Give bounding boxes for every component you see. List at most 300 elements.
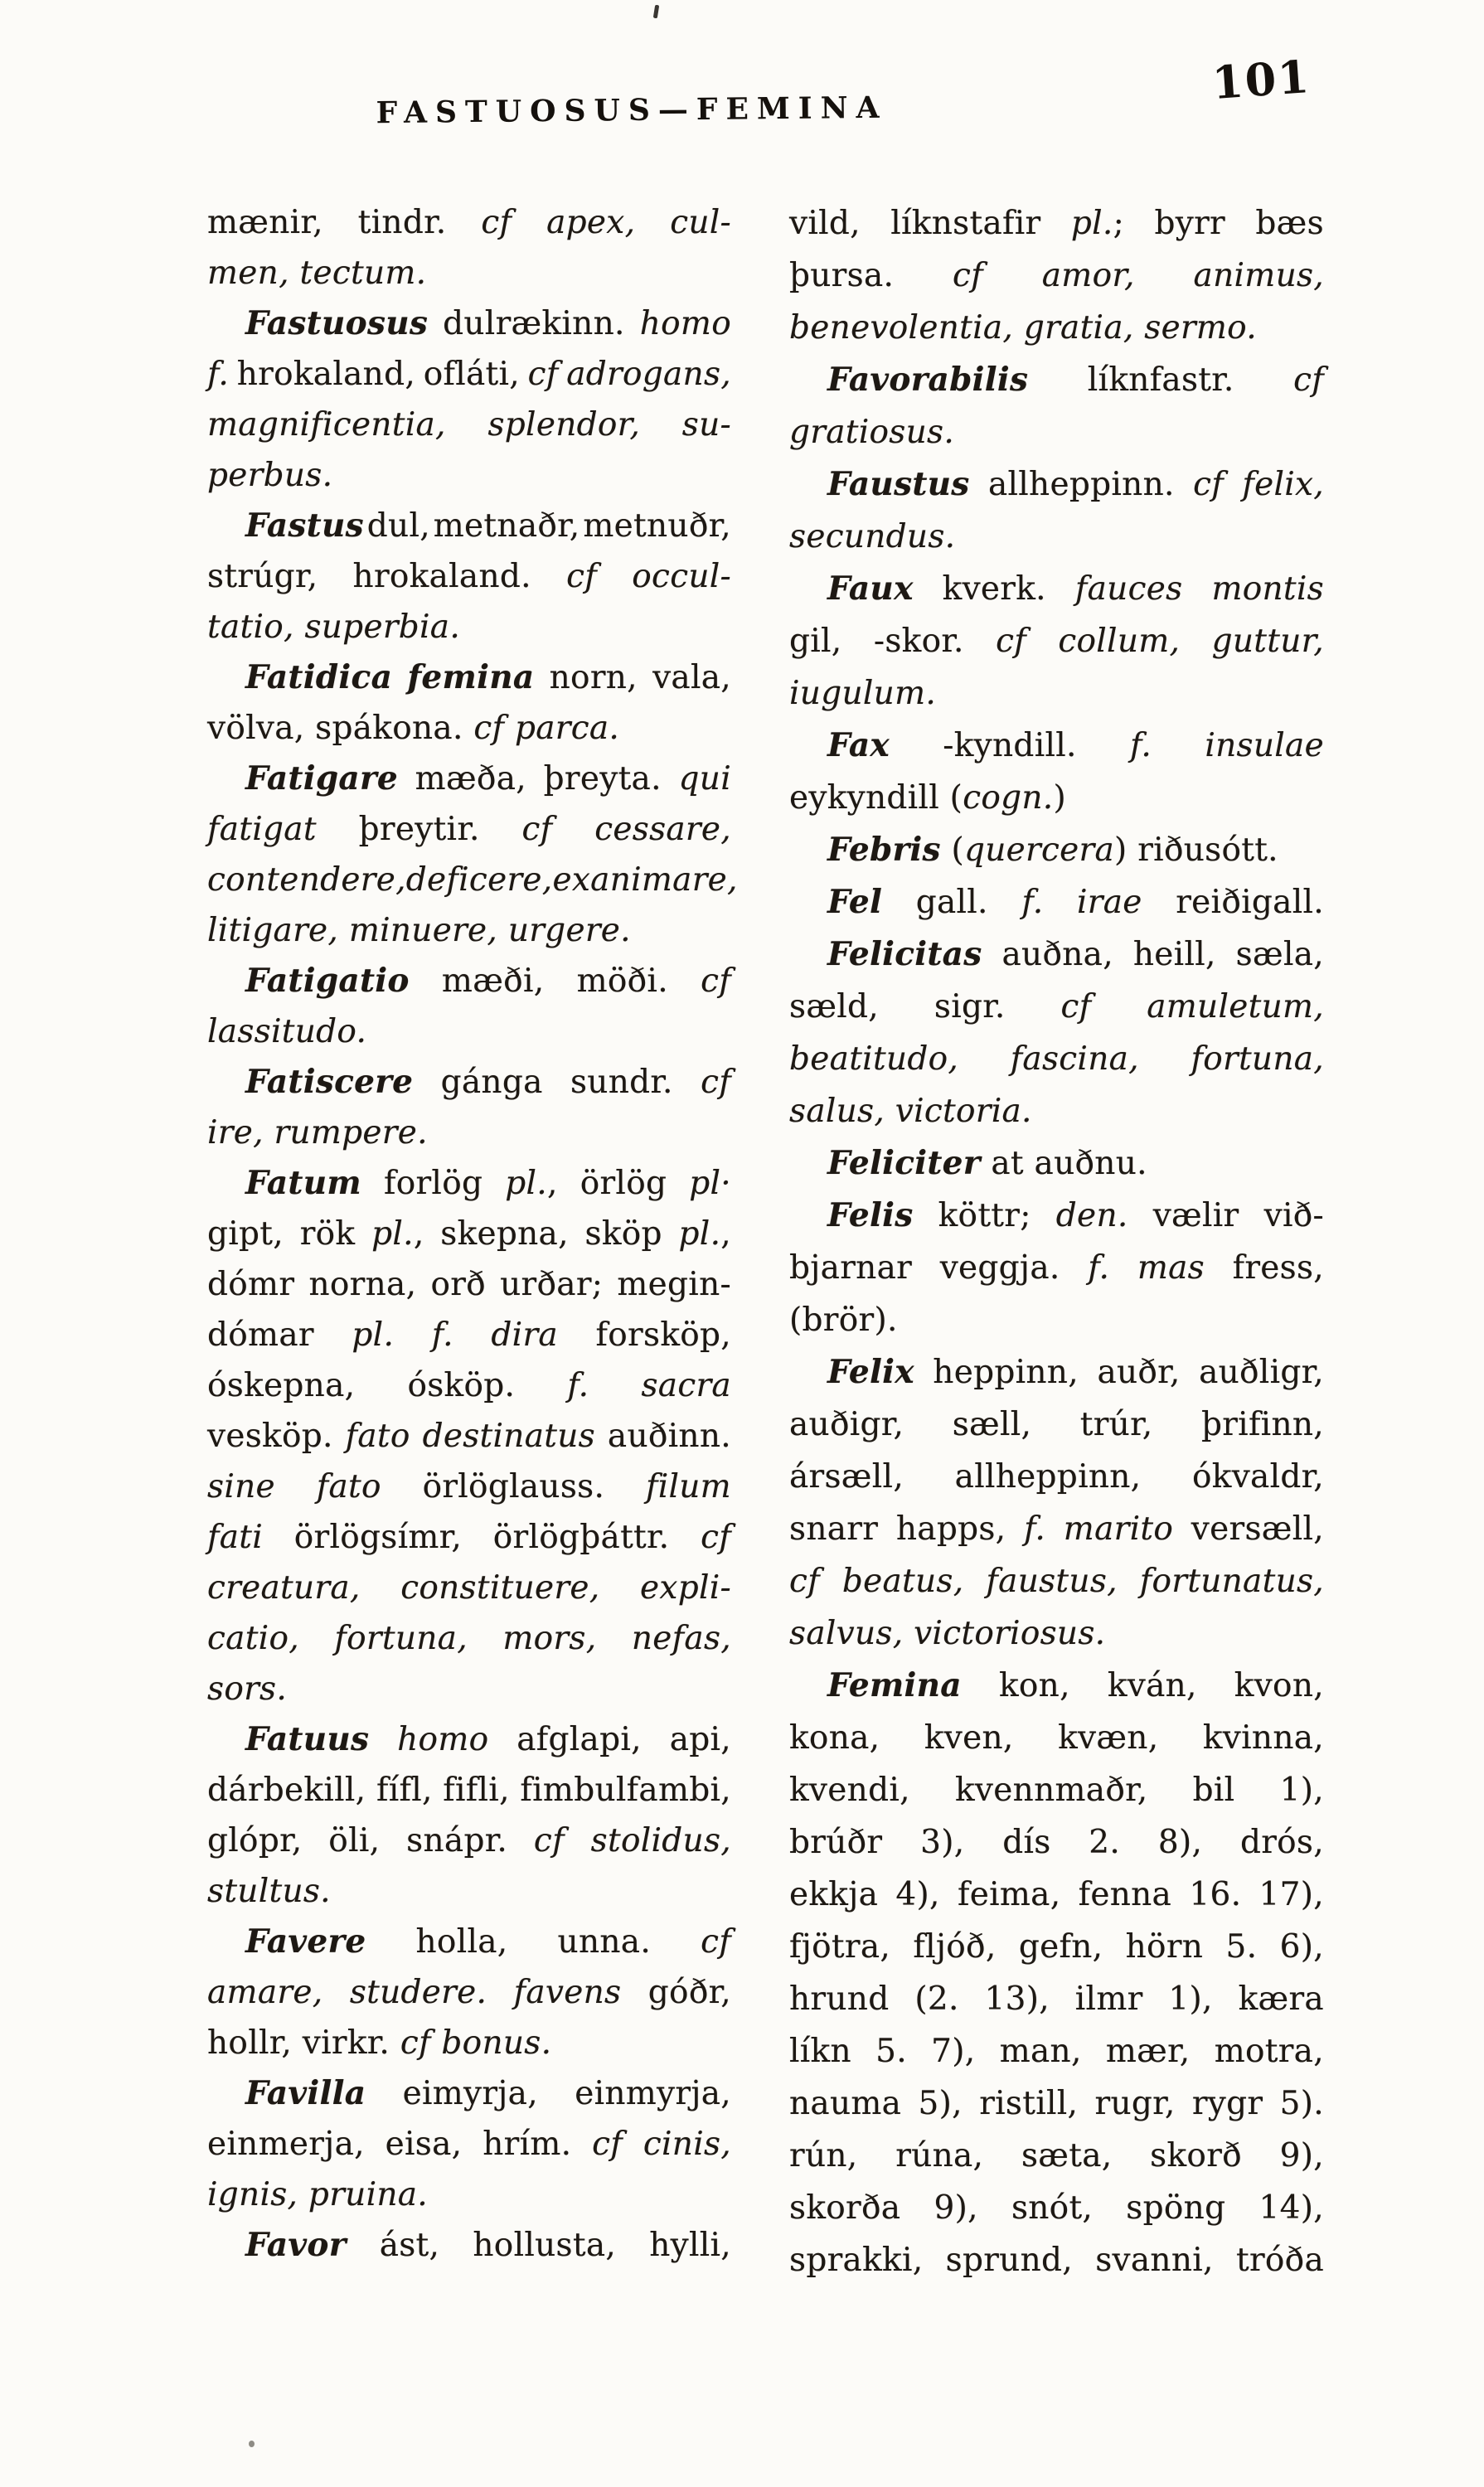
word: trúr, bbox=[1079, 1406, 1153, 1443]
word: fress, bbox=[1232, 1249, 1324, 1287]
word: f. bbox=[1021, 884, 1044, 921]
word: 16. bbox=[1189, 1876, 1242, 1913]
word: f. bbox=[207, 356, 230, 393]
text-line bbox=[207, 754, 731, 804]
text-line bbox=[789, 302, 1324, 354]
text-segment: Febris bbox=[827, 831, 941, 869]
text-line bbox=[789, 1033, 1324, 1085]
word: 1), bbox=[1168, 1980, 1213, 2018]
text-line bbox=[207, 2119, 731, 2169]
word: glópr, bbox=[207, 1822, 303, 1859]
word: apex, bbox=[546, 204, 636, 241]
word: motra, bbox=[1214, 2033, 1324, 2070]
text-segment: Feliciter bbox=[827, 1144, 981, 1182]
word: pl., bbox=[371, 1215, 424, 1253]
word: -kyndill. bbox=[943, 727, 1077, 764]
right-text-column bbox=[789, 197, 1324, 2286]
word: byrr bbox=[1154, 205, 1225, 242]
text-segment: ) bbox=[1053, 779, 1067, 817]
word: líkn bbox=[789, 2033, 851, 2070]
text-segment: ) riðusótt. bbox=[1114, 831, 1278, 869]
word: vild, bbox=[789, 205, 861, 242]
text-line bbox=[789, 1085, 1324, 1137]
text-line bbox=[789, 197, 1324, 250]
word: cf bbox=[592, 2126, 623, 2163]
word: dís bbox=[1002, 1824, 1051, 1861]
word: kona, bbox=[789, 1719, 880, 1757]
word: dul, bbox=[366, 507, 430, 545]
text-segment: at auðnu. bbox=[980, 1145, 1147, 1182]
word: þrifinn, bbox=[1200, 1406, 1324, 1443]
word: cinis, bbox=[643, 2126, 731, 2163]
word: cf bbox=[521, 811, 553, 848]
text-segment: ( bbox=[940, 831, 964, 869]
word: ósköp. bbox=[407, 1367, 516, 1404]
text-line bbox=[207, 2068, 731, 2119]
word: mær, bbox=[1105, 2033, 1191, 2070]
word: studere. bbox=[349, 1974, 487, 2011]
word: Favere bbox=[245, 1922, 366, 1961]
text-line bbox=[789, 1764, 1324, 1816]
word: rúna, bbox=[895, 2137, 984, 2174]
text-line bbox=[789, 1399, 1324, 1451]
word: ást, bbox=[379, 2227, 440, 2264]
word: kæra bbox=[1238, 1980, 1324, 2018]
word: fenna bbox=[1078, 1876, 1172, 1913]
word: ofláti, bbox=[423, 356, 520, 393]
word: Fatigatio bbox=[245, 962, 410, 1000]
word: felix, bbox=[1242, 466, 1324, 503]
word: sine bbox=[207, 1468, 275, 1505]
text-line bbox=[789, 563, 1324, 615]
word: filum bbox=[645, 1468, 731, 1505]
word: fortuna, bbox=[1191, 1040, 1324, 1078]
text-line bbox=[207, 1259, 731, 1310]
word: dómar bbox=[207, 1316, 314, 1354]
text-line bbox=[789, 1555, 1324, 1607]
word: drós, bbox=[1239, 1824, 1324, 1861]
word: bil bbox=[1192, 1772, 1235, 1809]
word: örlögsímr, bbox=[293, 1519, 463, 1556]
word: 2. bbox=[1089, 1824, 1121, 1861]
text-segment: gratiosus. bbox=[789, 414, 955, 451]
word: rök bbox=[299, 1215, 356, 1253]
word: hrokaland. bbox=[352, 558, 531, 595]
word: insulae bbox=[1205, 727, 1324, 764]
text-line bbox=[789, 2077, 1324, 2130]
text-line bbox=[207, 1462, 731, 1512]
word: Fatuus bbox=[245, 1720, 370, 1758]
word: Fatigare bbox=[245, 759, 398, 797]
text-segment: men, tectum. bbox=[207, 255, 427, 292]
text-line bbox=[207, 1108, 731, 1158]
text-line bbox=[789, 1451, 1324, 1503]
word: góðr, bbox=[647, 1974, 731, 2011]
text-line bbox=[789, 1973, 1324, 2025]
word: afglapi, bbox=[516, 1721, 642, 1758]
text-line bbox=[207, 2220, 731, 2271]
text-line bbox=[789, 250, 1324, 302]
word: sacra bbox=[641, 1367, 731, 1404]
text-line bbox=[789, 981, 1324, 1033]
word: cf bbox=[996, 623, 1026, 660]
word: fljóð, bbox=[913, 1928, 997, 1966]
word: 13), bbox=[984, 1980, 1050, 2018]
text-line bbox=[207, 1714, 731, 1765]
word: f. bbox=[1130, 727, 1152, 764]
text-line bbox=[789, 1869, 1324, 1921]
word: norn, bbox=[549, 659, 638, 696]
text-segment: cf bonus. bbox=[400, 2024, 552, 2062]
word: beatitudo, bbox=[789, 1040, 959, 1078]
word: sæld, bbox=[789, 988, 880, 1025]
text-line bbox=[207, 1512, 731, 1563]
word: auðna, bbox=[1001, 936, 1113, 973]
text-line bbox=[789, 928, 1324, 981]
word: exanimare, bbox=[552, 861, 738, 899]
word: spöng bbox=[1126, 2189, 1226, 2227]
word: fatigat bbox=[207, 811, 317, 848]
word: sæla, bbox=[1235, 936, 1324, 973]
text-segment: salus, victoria. bbox=[789, 1093, 1032, 1130]
word: auðr, bbox=[1097, 1354, 1181, 1391]
word: marito bbox=[1063, 1510, 1174, 1548]
word: snót, bbox=[1011, 2189, 1094, 2227]
word: expli- bbox=[640, 1569, 731, 1607]
word: kvinna, bbox=[1202, 1719, 1324, 1757]
word: gall. bbox=[915, 884, 988, 921]
word: 6), bbox=[1279, 1928, 1324, 1966]
word: homo bbox=[397, 1721, 489, 1758]
word: Fatidica bbox=[245, 658, 393, 696]
word: norna, bbox=[308, 1266, 417, 1303]
word: fauces bbox=[1074, 570, 1183, 608]
word: líknfastr. bbox=[1087, 361, 1234, 399]
text-line bbox=[207, 1057, 731, 1108]
word: Fax bbox=[827, 726, 890, 764]
word: þursa. bbox=[789, 257, 895, 294]
word: sigr. bbox=[934, 988, 1006, 1025]
word: pl· bbox=[689, 1165, 731, 1202]
word: þreytir. bbox=[358, 811, 480, 848]
text-segment: salvus, victoriosus. bbox=[789, 1615, 1106, 1652]
text-line bbox=[207, 501, 731, 551]
word: líknstafir bbox=[890, 205, 1041, 242]
word: gil, bbox=[789, 623, 842, 660]
word: snarr bbox=[789, 1510, 879, 1548]
word: amuletum, bbox=[1147, 988, 1324, 1025]
word: den. bbox=[1055, 1197, 1128, 1234]
text-segment: secundus. bbox=[789, 518, 956, 555]
text-line bbox=[207, 1917, 731, 1967]
word: eimyrja, bbox=[402, 2075, 538, 2112]
text-segment: sors. bbox=[207, 1670, 288, 1708]
text-segment: quercera bbox=[963, 831, 1115, 869]
word: catio, bbox=[207, 1620, 299, 1657]
word: ekkja bbox=[789, 1876, 879, 1913]
word: skorða bbox=[789, 2189, 901, 2227]
word: kon, bbox=[998, 1667, 1070, 1704]
word: gefn, bbox=[1018, 1928, 1103, 1966]
word: cf bbox=[701, 1923, 731, 1961]
word: cf bbox=[701, 1064, 731, 1101]
word: f. bbox=[1024, 1510, 1046, 1548]
word: unna. bbox=[557, 1923, 652, 1961]
text-line bbox=[789, 1607, 1324, 1660]
word: amor, bbox=[1041, 257, 1135, 294]
word: pl.; bbox=[1070, 205, 1125, 242]
text-line bbox=[789, 458, 1324, 511]
text-line bbox=[789, 1242, 1324, 1294]
word: brúðr bbox=[789, 1824, 883, 1861]
word: cf bbox=[527, 356, 559, 393]
word: cf bbox=[1060, 988, 1092, 1025]
word: 9), bbox=[934, 2189, 978, 2227]
text-line bbox=[207, 602, 731, 652]
word: bjarnar bbox=[789, 1249, 913, 1287]
text-line bbox=[789, 511, 1324, 563]
word: ársæll, bbox=[789, 1458, 904, 1496]
word: f. bbox=[431, 1316, 453, 1354]
word: 17), bbox=[1258, 1876, 1324, 1913]
scan-artifact bbox=[653, 5, 659, 19]
word: beatus, bbox=[841, 1563, 964, 1600]
text-segment: cf parca. bbox=[473, 710, 620, 747]
word: svanni, bbox=[1095, 2242, 1214, 2279]
text-line bbox=[789, 667, 1324, 720]
word: kvendi, bbox=[789, 1772, 910, 1809]
word: eisa, bbox=[385, 2126, 463, 2163]
text-line bbox=[789, 876, 1324, 928]
word: Favor bbox=[245, 2226, 347, 2264]
word: bæs bbox=[1255, 205, 1324, 242]
word: 14), bbox=[1258, 2189, 1324, 2227]
word: cf bbox=[1293, 361, 1324, 399]
text-segment: cogn. bbox=[963, 779, 1054, 817]
word: fífl, bbox=[376, 1772, 433, 1809]
text-line bbox=[789, 720, 1324, 772]
word: sæll, bbox=[952, 1406, 1032, 1443]
text-segment: völva, spákona. bbox=[207, 710, 474, 747]
text-line bbox=[207, 1563, 731, 1613]
word: feima, bbox=[957, 1876, 1061, 1913]
word: örlöglauss. bbox=[422, 1468, 605, 1505]
word: homo bbox=[639, 305, 731, 342]
word: 3), bbox=[920, 1824, 965, 1861]
word: sundr. bbox=[570, 1064, 673, 1101]
word: vælir bbox=[1152, 1197, 1239, 1234]
word: pl., bbox=[678, 1215, 731, 1253]
word: Faustus bbox=[827, 465, 970, 503]
word: óskepna, bbox=[207, 1367, 356, 1404]
text-segment: benevolentia, gratia, sermo. bbox=[789, 309, 1257, 347]
text-line bbox=[789, 1816, 1324, 1869]
word: happs, bbox=[895, 1510, 1006, 1548]
word: splendor, bbox=[487, 406, 641, 444]
word: cf bbox=[533, 1822, 565, 1859]
word: favens bbox=[513, 1974, 622, 2011]
word: rugr, bbox=[1094, 2085, 1176, 2122]
word: man, bbox=[999, 2033, 1082, 2070]
word: ristill, bbox=[979, 2085, 1079, 2122]
word: Fastus bbox=[245, 507, 364, 545]
word: mænir, bbox=[207, 204, 323, 241]
word: ókvaldr, bbox=[1192, 1458, 1324, 1496]
word: Fastuosus bbox=[245, 304, 429, 342]
word: holla, bbox=[415, 1923, 508, 1961]
word: cf bbox=[789, 1563, 820, 1600]
text-segment: ignis, pruina. bbox=[207, 2176, 429, 2213]
word: cf bbox=[953, 257, 983, 294]
word: Felis bbox=[827, 1196, 914, 1234]
text-line bbox=[789, 1346, 1324, 1399]
word: snápr. bbox=[406, 1822, 508, 1859]
word: auðinn. bbox=[607, 1418, 731, 1455]
text-line bbox=[789, 824, 1324, 876]
word: su- bbox=[681, 406, 731, 444]
word: kverk. bbox=[942, 570, 1046, 608]
text-line bbox=[207, 703, 731, 754]
word: cf bbox=[1193, 466, 1224, 503]
word: Fatiscere bbox=[245, 1063, 414, 1101]
text-segment: iugulum. bbox=[789, 675, 937, 712]
word: fascina, bbox=[1010, 1040, 1139, 1078]
text-line bbox=[207, 2169, 731, 2220]
word: cf bbox=[701, 1519, 731, 1556]
word: forlög bbox=[383, 1165, 483, 1202]
text-line bbox=[789, 2234, 1324, 2286]
word: dira bbox=[491, 1316, 558, 1354]
word: gánga bbox=[440, 1064, 543, 1101]
text-line bbox=[789, 1921, 1324, 1973]
word: öli, bbox=[328, 1822, 381, 1859]
word: pl., bbox=[505, 1165, 558, 1202]
word: dulrækinn. bbox=[443, 305, 625, 342]
word: Faux bbox=[827, 570, 914, 608]
text-line bbox=[207, 197, 731, 248]
word: sprakki, bbox=[789, 2242, 924, 2279]
word: kvennmaðr, bbox=[955, 1772, 1148, 1809]
text-line bbox=[789, 354, 1324, 406]
word: einmyrja, bbox=[575, 2075, 731, 2112]
word: fifli, bbox=[443, 1772, 510, 1809]
word: auðigr, bbox=[789, 1406, 904, 1443]
word: stolidus, bbox=[590, 1822, 731, 1859]
text-line bbox=[207, 1765, 731, 1816]
word: 5. bbox=[1225, 1928, 1258, 1966]
text-line bbox=[789, 2130, 1324, 2182]
word: adrogans, bbox=[566, 356, 731, 393]
word: sköp bbox=[584, 1215, 662, 1253]
word: kvon, bbox=[1234, 1667, 1324, 1704]
text-line bbox=[207, 1613, 731, 1664]
word: cf bbox=[481, 204, 512, 241]
word: fortunatus, bbox=[1139, 1563, 1324, 1600]
word: pl. bbox=[352, 1316, 395, 1354]
word: allheppinn. bbox=[987, 466, 1175, 503]
word: gipt, bbox=[207, 1215, 284, 1253]
word: 4), bbox=[895, 1876, 940, 1913]
word: megin- bbox=[617, 1266, 731, 1303]
text-line bbox=[789, 1712, 1324, 1764]
word: urðar; bbox=[500, 1266, 604, 1303]
word: Felix bbox=[827, 1353, 914, 1391]
word: fato bbox=[316, 1468, 381, 1505]
word: 5), bbox=[918, 2085, 963, 2122]
word: hollusta, bbox=[473, 2227, 617, 2264]
word: skorð bbox=[1150, 2137, 1242, 2174]
word: qui bbox=[678, 760, 731, 797]
word: allheppinn, bbox=[954, 1458, 1142, 1496]
word: creatura, bbox=[207, 1569, 361, 1607]
word: vesköp. bbox=[207, 1418, 333, 1455]
word: hörn bbox=[1125, 1928, 1204, 1966]
word: auðligr, bbox=[1199, 1354, 1324, 1391]
word: 7), bbox=[931, 2033, 976, 2070]
word: orð bbox=[430, 1266, 486, 1303]
text-segment: tatio, superbia. bbox=[207, 608, 461, 646]
word: cul- bbox=[670, 204, 731, 241]
word: destinatus bbox=[422, 1418, 595, 1455]
word: fjötra, bbox=[789, 1928, 891, 1966]
text-line bbox=[207, 298, 731, 349]
scan-artifact bbox=[249, 2441, 255, 2447]
word: hrokaland, bbox=[236, 356, 416, 393]
text-line bbox=[207, 1158, 731, 1209]
word: þreyta. bbox=[543, 760, 662, 797]
word: rún, bbox=[789, 2137, 858, 2174]
word: guttur, bbox=[1211, 623, 1324, 660]
word: versæll, bbox=[1191, 1510, 1324, 1548]
word: hrím. bbox=[483, 2126, 572, 2163]
text-line bbox=[789, 1660, 1324, 1712]
word: strúgr, bbox=[207, 558, 318, 595]
word: skepna, bbox=[440, 1215, 569, 1253]
word: nefas, bbox=[631, 1620, 731, 1657]
word: f. bbox=[1088, 1249, 1110, 1287]
text-line bbox=[207, 2018, 731, 2068]
text-segment: eykyndill ( bbox=[789, 779, 963, 817]
text-line bbox=[207, 248, 731, 298]
text-line bbox=[207, 450, 731, 501]
word: kvæn, bbox=[1058, 1719, 1159, 1757]
word: constituere, bbox=[400, 1569, 600, 1607]
text-line bbox=[207, 551, 731, 602]
word: köttr; bbox=[938, 1197, 1031, 1234]
word: cf bbox=[566, 558, 598, 595]
word: tróða bbox=[1235, 2242, 1324, 2279]
word: við- bbox=[1263, 1197, 1324, 1234]
text-line bbox=[789, 1294, 1324, 1346]
word: sæta, bbox=[1021, 2137, 1113, 2174]
text-line bbox=[207, 1360, 731, 1411]
word: dómr bbox=[207, 1266, 295, 1303]
word: irae bbox=[1076, 884, 1142, 921]
text-line bbox=[789, 615, 1324, 667]
word: dárbekill, bbox=[207, 1772, 366, 1809]
word: -skor. bbox=[873, 623, 964, 660]
word: 5. bbox=[875, 2033, 907, 2070]
word: Favorabilis bbox=[827, 361, 1029, 399]
word: femina bbox=[407, 658, 535, 696]
word: örlög bbox=[580, 1165, 667, 1202]
text-line bbox=[789, 2182, 1324, 2234]
word: cf bbox=[701, 962, 731, 1000]
text-line bbox=[207, 1209, 731, 1259]
text-line bbox=[207, 1967, 731, 2018]
word: 5). bbox=[1279, 2085, 1324, 2122]
text-line bbox=[207, 804, 731, 855]
